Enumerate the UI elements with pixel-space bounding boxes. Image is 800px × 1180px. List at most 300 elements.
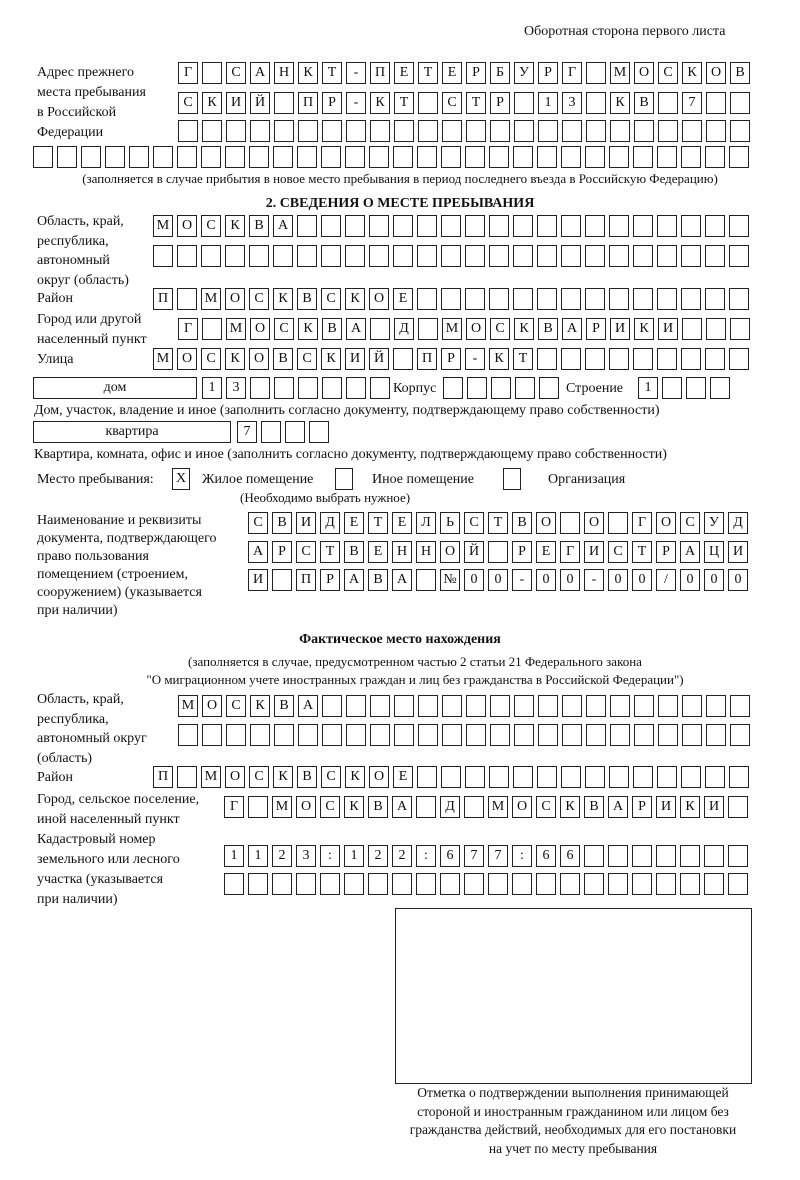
char-box[interactable]: 2: [368, 845, 388, 867]
char-box[interactable]: О: [250, 318, 270, 340]
char-box[interactable]: [441, 766, 461, 788]
char-box[interactable]: К: [489, 348, 509, 370]
char-box[interactable]: :: [416, 845, 436, 867]
char-box[interactable]: [632, 845, 652, 867]
char-box[interactable]: [274, 724, 294, 746]
char-box[interactable]: [465, 288, 485, 310]
char-box[interactable]: [730, 695, 750, 717]
option-residential-checkbox[interactable]: X: [172, 468, 190, 490]
char-box[interactable]: Т: [368, 512, 388, 534]
char-box[interactable]: [657, 146, 677, 168]
char-box[interactable]: [633, 288, 653, 310]
char-box[interactable]: В: [730, 62, 750, 84]
char-box[interactable]: С: [608, 541, 628, 563]
char-box[interactable]: К: [225, 348, 245, 370]
char-box[interactable]: [416, 873, 436, 895]
char-box[interactable]: [682, 318, 702, 340]
char-box[interactable]: [441, 146, 461, 168]
char-box[interactable]: П: [153, 766, 173, 788]
char-box[interactable]: [201, 146, 221, 168]
char-box[interactable]: [561, 348, 581, 370]
char-box[interactable]: Г: [178, 318, 198, 340]
char-box[interactable]: В: [538, 318, 558, 340]
char-box[interactable]: Й: [464, 541, 484, 563]
char-box[interactable]: [441, 245, 461, 267]
char-box[interactable]: [261, 421, 281, 443]
char-box[interactable]: Г: [224, 796, 244, 818]
char-box[interactable]: [297, 215, 317, 237]
char-box[interactable]: [608, 512, 628, 534]
char-box[interactable]: 0: [488, 569, 508, 591]
char-box[interactable]: [706, 120, 726, 142]
char-box[interactable]: [417, 288, 437, 310]
char-box[interactable]: [561, 288, 581, 310]
char-box[interactable]: [465, 215, 485, 237]
char-box[interactable]: [298, 724, 318, 746]
char-box[interactable]: [705, 348, 725, 370]
char-box[interactable]: О: [369, 766, 389, 788]
char-box[interactable]: [393, 215, 413, 237]
char-box[interactable]: [417, 245, 437, 267]
char-box[interactable]: П: [370, 62, 390, 84]
char-box[interactable]: 2: [272, 845, 292, 867]
char-box[interactable]: В: [249, 215, 269, 237]
char-box[interactable]: [560, 512, 580, 534]
char-box[interactable]: 3: [562, 92, 582, 114]
char-box[interactable]: К: [680, 796, 700, 818]
char-box[interactable]: [178, 120, 198, 142]
char-box[interactable]: [633, 348, 653, 370]
char-box[interactable]: В: [584, 796, 604, 818]
char-box[interactable]: [250, 120, 270, 142]
char-box[interactable]: Р: [466, 62, 486, 84]
char-box[interactable]: Л: [416, 512, 436, 534]
apartment-type-field[interactable]: квартира: [33, 421, 231, 443]
char-box[interactable]: О: [177, 215, 197, 237]
char-box[interactable]: Ц: [704, 541, 724, 563]
char-box[interactable]: Р: [538, 62, 558, 84]
char-box[interactable]: А: [346, 318, 366, 340]
char-box[interactable]: [658, 92, 678, 114]
char-box[interactable]: [515, 377, 535, 399]
char-box[interactable]: [610, 695, 630, 717]
char-box[interactable]: [442, 695, 462, 717]
char-box[interactable]: [584, 873, 604, 895]
char-box[interactable]: О: [225, 766, 245, 788]
char-box[interactable]: [561, 766, 581, 788]
char-box[interactable]: [610, 724, 630, 746]
char-box[interactable]: [705, 245, 725, 267]
char-box[interactable]: [513, 245, 533, 267]
char-box[interactable]: [178, 724, 198, 746]
option-organization-checkbox[interactable]: [503, 468, 521, 490]
char-box[interactable]: [536, 873, 556, 895]
char-box[interactable]: [274, 120, 294, 142]
char-box[interactable]: [704, 873, 724, 895]
char-box[interactable]: [657, 215, 677, 237]
char-box[interactable]: -: [584, 569, 604, 591]
char-box[interactable]: [489, 766, 509, 788]
char-box[interactable]: [513, 766, 533, 788]
char-box[interactable]: [682, 120, 702, 142]
char-box[interactable]: [443, 377, 463, 399]
char-box[interactable]: К: [682, 62, 702, 84]
char-box[interactable]: Т: [320, 541, 340, 563]
char-box[interactable]: [393, 245, 413, 267]
char-box[interactable]: [514, 695, 534, 717]
char-box[interactable]: [202, 120, 222, 142]
char-box[interactable]: [489, 288, 509, 310]
char-box[interactable]: [681, 215, 701, 237]
char-box[interactable]: [416, 796, 436, 818]
char-box[interactable]: 7: [488, 845, 508, 867]
char-box[interactable]: О: [536, 512, 556, 534]
char-box[interactable]: [682, 724, 702, 746]
char-box[interactable]: И: [226, 92, 246, 114]
char-box[interactable]: 7: [237, 421, 257, 443]
char-box[interactable]: [274, 377, 294, 399]
char-box[interactable]: [490, 120, 510, 142]
char-box[interactable]: 0: [680, 569, 700, 591]
char-box[interactable]: [584, 845, 604, 867]
char-box[interactable]: [658, 695, 678, 717]
char-box[interactable]: [633, 245, 653, 267]
char-box[interactable]: Р: [512, 541, 532, 563]
char-box[interactable]: В: [274, 695, 294, 717]
char-box[interactable]: Ь: [440, 512, 460, 534]
char-box[interactable]: 1: [344, 845, 364, 867]
char-box[interactable]: 1: [538, 92, 558, 114]
char-box[interactable]: [513, 215, 533, 237]
char-box[interactable]: [369, 146, 389, 168]
char-box[interactable]: [441, 215, 461, 237]
char-box[interactable]: В: [368, 569, 388, 591]
char-box[interactable]: О: [249, 348, 269, 370]
char-box[interactable]: [249, 146, 269, 168]
char-box[interactable]: [346, 724, 366, 746]
char-box[interactable]: [322, 377, 342, 399]
char-box[interactable]: [538, 120, 558, 142]
char-box[interactable]: [202, 62, 222, 84]
char-box[interactable]: [346, 695, 366, 717]
char-box[interactable]: И: [656, 796, 676, 818]
char-box[interactable]: А: [344, 569, 364, 591]
char-box[interactable]: М: [488, 796, 508, 818]
char-box[interactable]: [416, 569, 436, 591]
char-box[interactable]: Е: [344, 512, 364, 534]
char-box[interactable]: [681, 348, 701, 370]
char-box[interactable]: [153, 146, 173, 168]
char-box[interactable]: [297, 146, 317, 168]
char-box[interactable]: М: [178, 695, 198, 717]
char-box[interactable]: К: [273, 766, 293, 788]
char-box[interactable]: [370, 695, 390, 717]
char-box[interactable]: 1: [638, 377, 658, 399]
char-box[interactable]: О: [584, 512, 604, 534]
char-box[interactable]: К: [514, 318, 534, 340]
char-box[interactable]: Г: [560, 541, 580, 563]
char-box[interactable]: С: [442, 92, 462, 114]
char-box[interactable]: И: [658, 318, 678, 340]
char-box[interactable]: [729, 245, 749, 267]
char-box[interactable]: И: [296, 512, 316, 534]
char-box[interactable]: Р: [632, 796, 652, 818]
char-box[interactable]: В: [273, 348, 293, 370]
char-box[interactable]: [608, 845, 628, 867]
char-box[interactable]: С: [490, 318, 510, 340]
char-box[interactable]: [681, 766, 701, 788]
char-box[interactable]: [730, 120, 750, 142]
char-box[interactable]: Т: [322, 62, 342, 84]
char-box[interactable]: [201, 245, 221, 267]
char-box[interactable]: [296, 873, 316, 895]
char-box[interactable]: В: [272, 512, 292, 534]
char-box[interactable]: [248, 873, 268, 895]
char-box[interactable]: [633, 146, 653, 168]
char-box[interactable]: Т: [466, 92, 486, 114]
char-box[interactable]: [729, 288, 749, 310]
char-box[interactable]: [681, 288, 701, 310]
char-box[interactable]: [633, 215, 653, 237]
char-box[interactable]: [202, 318, 222, 340]
char-box[interactable]: [272, 873, 292, 895]
char-box[interactable]: О: [296, 796, 316, 818]
option-other-checkbox[interactable]: [335, 468, 353, 490]
char-box[interactable]: С: [680, 512, 700, 534]
char-box[interactable]: [322, 695, 342, 717]
char-box[interactable]: Р: [656, 541, 676, 563]
char-box[interactable]: [285, 421, 305, 443]
char-box[interactable]: Н: [416, 541, 436, 563]
char-box[interactable]: [418, 120, 438, 142]
char-box[interactable]: [560, 873, 580, 895]
char-box[interactable]: Т: [418, 62, 438, 84]
char-box[interactable]: [177, 288, 197, 310]
char-box[interactable]: [226, 120, 246, 142]
char-box[interactable]: [393, 146, 413, 168]
char-box[interactable]: А: [562, 318, 582, 340]
char-box[interactable]: Н: [392, 541, 412, 563]
char-box[interactable]: [440, 873, 460, 895]
char-box[interactable]: [729, 348, 749, 370]
char-box[interactable]: Т: [394, 92, 414, 114]
char-box[interactable]: [250, 724, 270, 746]
char-box[interactable]: С: [201, 215, 221, 237]
char-box[interactable]: 0: [560, 569, 580, 591]
char-box[interactable]: В: [322, 318, 342, 340]
char-box[interactable]: [321, 146, 341, 168]
char-box[interactable]: [585, 348, 605, 370]
char-box[interactable]: [418, 724, 438, 746]
char-box[interactable]: В: [512, 512, 532, 534]
char-box[interactable]: [729, 146, 749, 168]
char-box[interactable]: [586, 62, 606, 84]
char-box[interactable]: М: [201, 766, 221, 788]
char-box[interactable]: Е: [392, 512, 412, 534]
char-box[interactable]: Т: [632, 541, 652, 563]
char-box[interactable]: :: [320, 845, 340, 867]
char-box[interactable]: [465, 146, 485, 168]
char-box[interactable]: [248, 796, 268, 818]
char-box[interactable]: [705, 146, 725, 168]
char-box[interactable]: [392, 873, 412, 895]
char-box[interactable]: [704, 845, 724, 867]
char-box[interactable]: О: [369, 288, 389, 310]
char-box[interactable]: [585, 215, 605, 237]
char-box[interactable]: [105, 146, 125, 168]
char-box[interactable]: [489, 215, 509, 237]
char-box[interactable]: [562, 695, 582, 717]
char-box[interactable]: С: [248, 512, 268, 534]
char-box[interactable]: [705, 766, 725, 788]
char-box[interactable]: [321, 215, 341, 237]
char-box[interactable]: [369, 215, 389, 237]
char-box[interactable]: [490, 724, 510, 746]
char-box[interactable]: Е: [368, 541, 388, 563]
char-box[interactable]: [706, 724, 726, 746]
char-box[interactable]: [418, 695, 438, 717]
char-box[interactable]: [202, 724, 222, 746]
char-box[interactable]: П: [153, 288, 173, 310]
char-box[interactable]: И: [610, 318, 630, 340]
char-box[interactable]: [729, 766, 749, 788]
char-box[interactable]: [466, 695, 486, 717]
char-box[interactable]: [467, 377, 487, 399]
char-box[interactable]: Д: [394, 318, 414, 340]
char-box[interactable]: [465, 245, 485, 267]
char-box[interactable]: С: [297, 348, 317, 370]
char-box[interactable]: [537, 215, 557, 237]
char-box[interactable]: 6: [536, 845, 556, 867]
char-box[interactable]: [539, 377, 559, 399]
char-box[interactable]: Г: [178, 62, 198, 84]
char-box[interactable]: 0: [464, 569, 484, 591]
char-box[interactable]: И: [248, 569, 268, 591]
char-box[interactable]: Т: [513, 348, 533, 370]
char-box[interactable]: 2: [392, 845, 412, 867]
char-box[interactable]: [177, 766, 197, 788]
char-box[interactable]: [585, 146, 605, 168]
char-box[interactable]: [586, 92, 606, 114]
char-box[interactable]: [57, 146, 77, 168]
house-type-field[interactable]: дом: [33, 377, 197, 399]
char-box[interactable]: Й: [250, 92, 270, 114]
char-box[interactable]: [680, 873, 700, 895]
char-box[interactable]: [273, 146, 293, 168]
char-box[interactable]: 6: [440, 845, 460, 867]
char-box[interactable]: [705, 288, 725, 310]
char-box[interactable]: [490, 695, 510, 717]
char-box[interactable]: [298, 377, 318, 399]
char-box[interactable]: [418, 318, 438, 340]
char-box[interactable]: С: [464, 512, 484, 534]
char-box[interactable]: [657, 348, 677, 370]
char-box[interactable]: [657, 245, 677, 267]
char-box[interactable]: [370, 120, 390, 142]
char-box[interactable]: [273, 245, 293, 267]
char-box[interactable]: [634, 695, 654, 717]
char-box[interactable]: [298, 120, 318, 142]
char-box[interactable]: [633, 766, 653, 788]
char-box[interactable]: Г: [562, 62, 582, 84]
char-box[interactable]: [322, 120, 342, 142]
char-box[interactable]: [538, 724, 558, 746]
char-box[interactable]: [441, 288, 461, 310]
char-box[interactable]: /: [656, 569, 676, 591]
char-box[interactable]: [225, 245, 245, 267]
char-box[interactable]: [710, 377, 730, 399]
char-box[interactable]: [656, 873, 676, 895]
char-box[interactable]: К: [202, 92, 222, 114]
char-box[interactable]: 0: [632, 569, 652, 591]
char-box[interactable]: 3: [296, 845, 316, 867]
char-box[interactable]: [609, 245, 629, 267]
char-box[interactable]: 3: [226, 377, 246, 399]
char-box[interactable]: [464, 873, 484, 895]
char-box[interactable]: А: [680, 541, 700, 563]
char-box[interactable]: [345, 146, 365, 168]
char-box[interactable]: [489, 245, 509, 267]
char-box[interactable]: [585, 288, 605, 310]
char-box[interactable]: [681, 245, 701, 267]
char-box[interactable]: Р: [586, 318, 606, 340]
char-box[interactable]: О: [634, 62, 654, 84]
char-box[interactable]: М: [153, 348, 173, 370]
char-box[interactable]: С: [274, 318, 294, 340]
char-box[interactable]: [512, 873, 532, 895]
char-box[interactable]: [344, 873, 364, 895]
char-box[interactable]: М: [610, 62, 630, 84]
char-box[interactable]: Д: [320, 512, 340, 534]
char-box[interactable]: Р: [441, 348, 461, 370]
char-box[interactable]: И: [345, 348, 365, 370]
char-box[interactable]: [368, 873, 388, 895]
char-box[interactable]: [586, 120, 606, 142]
char-box[interactable]: С: [658, 62, 678, 84]
char-box[interactable]: [489, 146, 509, 168]
char-box[interactable]: [250, 377, 270, 399]
char-box[interactable]: [464, 796, 484, 818]
char-box[interactable]: [370, 318, 390, 340]
char-box[interactable]: [488, 541, 508, 563]
char-box[interactable]: [706, 695, 726, 717]
char-box[interactable]: [730, 724, 750, 746]
char-box[interactable]: С: [249, 766, 269, 788]
char-box[interactable]: [513, 146, 533, 168]
char-box[interactable]: И: [584, 541, 604, 563]
char-box[interactable]: О: [225, 288, 245, 310]
char-box[interactable]: [321, 245, 341, 267]
char-box[interactable]: 0: [728, 569, 748, 591]
char-box[interactable]: [345, 215, 365, 237]
char-box[interactable]: [345, 245, 365, 267]
char-box[interactable]: [537, 348, 557, 370]
char-box[interactable]: [225, 146, 245, 168]
char-box[interactable]: П: [296, 569, 316, 591]
char-box[interactable]: [730, 92, 750, 114]
char-box[interactable]: Е: [536, 541, 556, 563]
char-box[interactable]: 0: [704, 569, 724, 591]
char-box[interactable]: [657, 288, 677, 310]
char-box[interactable]: Р: [322, 92, 342, 114]
char-box[interactable]: [442, 120, 462, 142]
char-box[interactable]: В: [344, 541, 364, 563]
char-box[interactable]: П: [417, 348, 437, 370]
char-box[interactable]: 1: [224, 845, 244, 867]
char-box[interactable]: [346, 120, 366, 142]
char-box[interactable]: [682, 695, 702, 717]
char-box[interactable]: [309, 421, 329, 443]
